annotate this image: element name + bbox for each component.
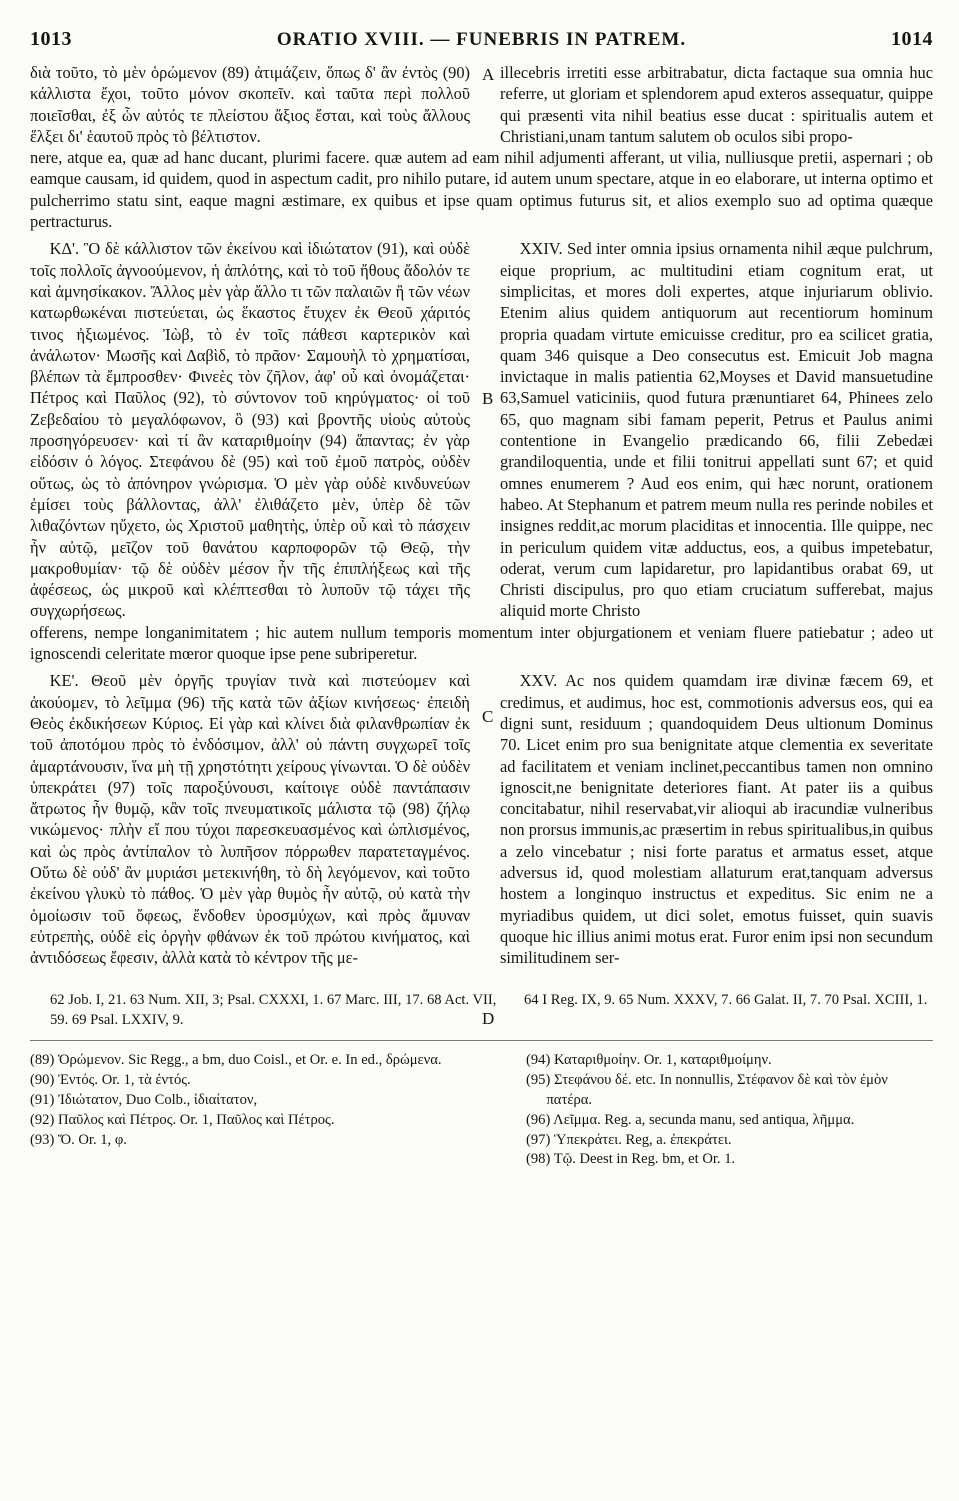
margin-marker-b: B [482,389,494,409]
latin-text: XXV. Ac nos quidem quamdam iræ divinæ fæcem 69, et credimus, et audimus, hoc est, commotionis adversus eos, qui ea digni sunt, residuum ; quandoquidem Deus ultionum Dominus 70. Licet enim pro sua benignitate atque clementia ex severitate ad facilitatem et veniam inclinet,peccantibus tamen non omnino ignoscit,ne benignitate deteriores fiant. At pater iis a quibus concitabatur, nihil reservabat,vir alioqui ab iracundiæ vulneribus non prorsus immunis,ac præsertim in rebus spiritualibus,in quibus a zelo vincebatur ; nisi forte paratus et armatus esset, atque adversus id, quod molestiam allaturum erat,tanquam adversus hostem a longinquo instructus et expeditus. Sic enim ne a myriadibus quidem, ut dici solet, emotus fuisset, quin suavis quoque hic illius animi motus erat. Furor enim ipsi non secundum similitudinem ser- [500,671,933,968]
latin-full-width-text: offerens, nempe longanimitatem ; hic autem nullum temporis momentum inter objurgationem et veniam fluere patiebatur ; adeo ut ignoscendi celeritate mœror quoque ipse pene subriperetur. [30,622,933,664]
references-left: 62 Job. I, 21. 63 Num. XII, 3; Psal. CXXXI, 1. 67 Marc. III, 17. 68 Act. VII, 59. 69 Psal. LXXIV, 9. [50,992,497,1029]
latin-column [480,670,933,968]
footnote-divider [30,1040,933,1041]
margin-marker-a: A [482,65,495,84]
footnote: (90) Ἐντός. Or. 1, τὰ ἐντός. [30,1072,191,1089]
footnote: (94) Καταριθμοίην. Or. 1, καταριθμοίμην. [526,1052,772,1069]
footnote: (93) Ὅ. Or. 1, φ. [30,1131,127,1148]
latin-text: illecebris irretiti esse arbitrabatur, dicta factaque sua omnia huc referre, ut gloriam et splendorem apud exteros assequatur, quippe qui præsenti vita nihil beatius esse ducat : spiritualis autem et Christiani,unam tantum salutem ob oculos sibi propo- [500,63,933,146]
section-block-1 [30,62,933,147]
greek-text: ΚΕ'. Θεοῦ μὲν ὀργῆς τρυγίαν τινὰ καὶ πιστεύομεν καὶ ἀκούομεν, τὸ λεῖμμα (96) τῆς κατὰ τῶν ἀξίων κινήσεως· ἐπειδὴ Θεὸς ἐκδικήσεων Κύριος. Εἰ γὰρ καὶ κλίνει διὰ φιλανθρωπίαν ἐκ τοῦ ἀποτόμου πρὸς τὸ ἐνδόσιμον, ἀλλ' οὐ πάντη συγχωρεῖ τοῖς ἁμαρτάνουσιν, ἵνα μὴ τῇ χρηστότητι χείρους γίνωνται. Ὁ δὲ οὐδὲν ὑπεκράτει (97) τοῖς παροξύνουσι, καίτοιγε οὐδὲ παντάπασιν ἄτρωτος ἦν θυμῷ, κἂν τοῖς πνευματικοῖς μάλιστα τῷ (98) ζήλῳ νικώμενος· πλὴν εἴ που τύχοι παρεσκευασμένος καὶ ὡπλισμένος, καὶ ὡς πρὸς ἀντίπαλον τὸ λυπῆσον πόρρωθεν παρατεταγμένος. Οὕτω δὲ οὐδ' ἂν μυριάσι μετεκινήθη, τὸ δὴ λεγόμενον, καὶ τοῦτο ἐκείνου γλυκὺ τὸ πάθος. Ὁ μὲν γὰρ θυμὸς ἦν αὐτῷ, οὐ κατὰ τὴν ὁμοίωσιν τοῦ ὄφεως, ἔνδοθεν ὑροσμύχων, καὶ πρὸς ἄμυναν εὐτρεπὴς, οὐδὲ εἰς ὀργὴν φθάνων ἐκ τοῦ πρώτου κινήματος, καὶ ἀντιδόσεως ἔφεσιν, ἀλλὰ κατὰ τὸ κέντρον τῆς με- [30,671,470,968]
footnote: (97) Ὑπεκράτει. Reg, a. ἐπεκράτει. [526,1131,732,1148]
references-right: 64 I Reg. IX, 9. 65 Num. XXXV, 7. 66 Galat. II, 7. 70 Psal. XCIII, 1. [524,992,928,1009]
greek-column [30,238,480,621]
page-header [30,28,933,62]
footnote: (92) Παῦλος καὶ Πέτρος. Or. 1, Παῦλος καὶ Πέτρος. [30,1111,335,1128]
latin-text: XXIV. Sed inter omnia ipsius ornamenta nihil æque pulchrum, eique proprium, ac multitudini etiam cognitum erat, ut simplicitas, et mores doli expertes, atque injuriarum oblivio. Etenim alius quidem antiquorum aut recentiorum hominum propria quadam virtute emicuisse creditur, pro ea scilicet gratia, quam 346 quisque a Deo consecutus est. Emicuit Job magna invictaque in malis patientia 62,Moyses et David mansuetudine 63,Samuel vaticiniis, quod futura prænuntiaret 64, Phinees zelo 65, quo magnam sibi famam peperit, Petrus et Paulus animi contentione in Evangelio prædicando 66, filii Zebedæi grandiloquentia, unde et filii tonitrui appellati sunt 67; et quid omnes enumerem ? Aud eos enim, qui hæc norunt, orationem habeo. At Stephanum et patrem meum nulla res perinde nobiles et insignes reddit,ac morum placiditas et innocentia. Ille quippe, nec in periculum quidem vitæ adductus, eos, a quibus impetebatur, oderat, verum cum lapidaretur, pro lapidantibus orabat 69, ut Christi discipulus, pro quo etiam cruciatum sufferebat, majus aliquid morte Christo [500,239,933,621]
footnote: (98) Τῷ. Deest in Reg. bm, et Or. 1. [526,1151,736,1168]
critical-apparatus [30,1051,933,1170]
margin-marker-d: D [482,1009,495,1029]
footnote: (95) Στεφάνου δέ. etc. In nonnullis, Στέφανον δὲ καὶ τὸν ἐμὸν πατέρα. [526,1072,888,1109]
footnote: (91) Ἰδιώτατον, Duo Colb., ἰδιαίτατον, [30,1092,258,1109]
latin-column [480,62,933,147]
margin-marker-c: C [482,707,494,727]
footnote: (89) Ὁρώμενον. Sic Regg., a bm, duo Coisl., et Or. e. In ed., δρώμενα. [30,1052,442,1069]
greek-text: ΚΔ'. Ὃ δὲ κάλλιστον τῶν ἐκείνου καὶ ἰδιώτατον (91), καὶ οὐδὲ τοῖς πολλοῖς ἀγνοούμενον, ἡ ἁπλότης, καὶ τὸ τοῦ ἤθους ἄδολόν τε καὶ ἀμνησίκακον. Ἄλλος μὲν γὰρ ἄλλο τι τῶν παλαιῶν ἢ τῶν νέων κατωρθωκέναι πιστεύεται, ὡς ἕκαστος ἔτυχεν ἐκ Θεοῦ χάριτός τινος ἠξιωμένος. Ἰὼβ, τὸ ἐν τοῖς πάθεσι καρτερικὸν καὶ ἀνάλωτον· Μωσῆς καὶ Δαβὶδ, τὸ πρᾶον· Σαμουὴλ τὸ χρηματίσαι, βλέπων τὰ ἔμπροσθεν· Φινεὲς τὸν ζῆλον, ἀφ' οὗ καὶ ὀνομάζεται· Πέτρος καὶ Παῦλος (92), τὸ σύντονον τοῦ κηρύγματος· οἱ τοῦ Ζεβεδαίου τὸ μεγαλόφωνον, ὃ (93) καὶ βροντῆς υἱοὺς αὐτοὺς προσηγόρευσεν· καὶ τί ἂν καταριθμοίην (94) ἅπαντας; ἐν γὰρ εἰδόσιν ὁ λόγος. Στεφάνου δὲ (95) καὶ τοῦ ἐμοῦ πατρὸς, οὐδὲν οὕτως, ὡς τὸ ἀπόνηρον γνώρισμα. Ὁ μὲν γὰρ οὐδὲ κινδυνεύων ἐμίσει τοὺς βάλλοντας, ἀλλ' ἐλιθάζετο μὲν, ὑπὲρ δὲ τῶν λιθαζόντων ηὔχετο, ὡς Χριστοῦ μαθητὴς, ὑπὲρ οὗ καὶ τὸ πάσχειν ἦν αὐτῷ, μεῖζον τοῦ θανάτου καρποφορῶν τῷ Θεῷ, τὴν μακροθυμίαν· τῷ δὲ οὐδὲν μέσον ἦν τῆς ἐπιπλήξεως καὶ τῆς ἀφέσεως, ὡς μικροῦ καὶ κλέπτεσθαι τὸ λυποῦν τῷ τάχει τῆς συγχωρήσεως. [30,239,470,621]
right-page-number: 1014 [890,28,933,50]
greek-text: διὰ τοῦτο, τὸ μὲν ὁρώμενον (89) ἀτιμάζειν, ὅπως δ' ἂν ἐντὸς (90) κάλλιστα ἔχοι, τοῦτο μόνον σκοπεῖν. καὶ ταῦτα περὶ πολλοῦ ποιεῖσθαι, ἐξ ὧν αὐτός τε πλείστου ἄξιος ἔσται, καὶ τοὺς ἄλλους ἕλξει δι' ἑαυτοῦ πρὸς τὸ βέλτιστον. [30,63,470,146]
running-title: ORATIO XVIII. — FUNEBRIS IN PATREM. [276,29,687,50]
greek-column [30,62,480,147]
left-page-number: 1013 [30,28,72,50]
greek-column [30,670,480,968]
apparatus-left [30,1051,508,1170]
apparatus-right [508,1051,933,1170]
footnote: (96) Λεῖμμα. Reg. a, secunda manu, sed antiqua, λῆμμα. [526,1111,855,1128]
latin-full-width-text: nere, atque ea, quæ ad hanc ducant, plurimi facere. quæ autem ad eam nihil adjumenti afferant, ut vilia, nulliusque pretii, aspernari ; ob eamque causam, id quidem, quod in aspectum cadit, pro nihilo putare, id autem unum spectare, atque in eo elaborare, ut interna optimo et pulcherrimo statu sint, eaque magni æstimare, ex quibus et ipse quam optimus futurus sit, et alios exemplo suo ad optima quæque pertracturus. [30,148,933,232]
latin-column [480,238,933,621]
